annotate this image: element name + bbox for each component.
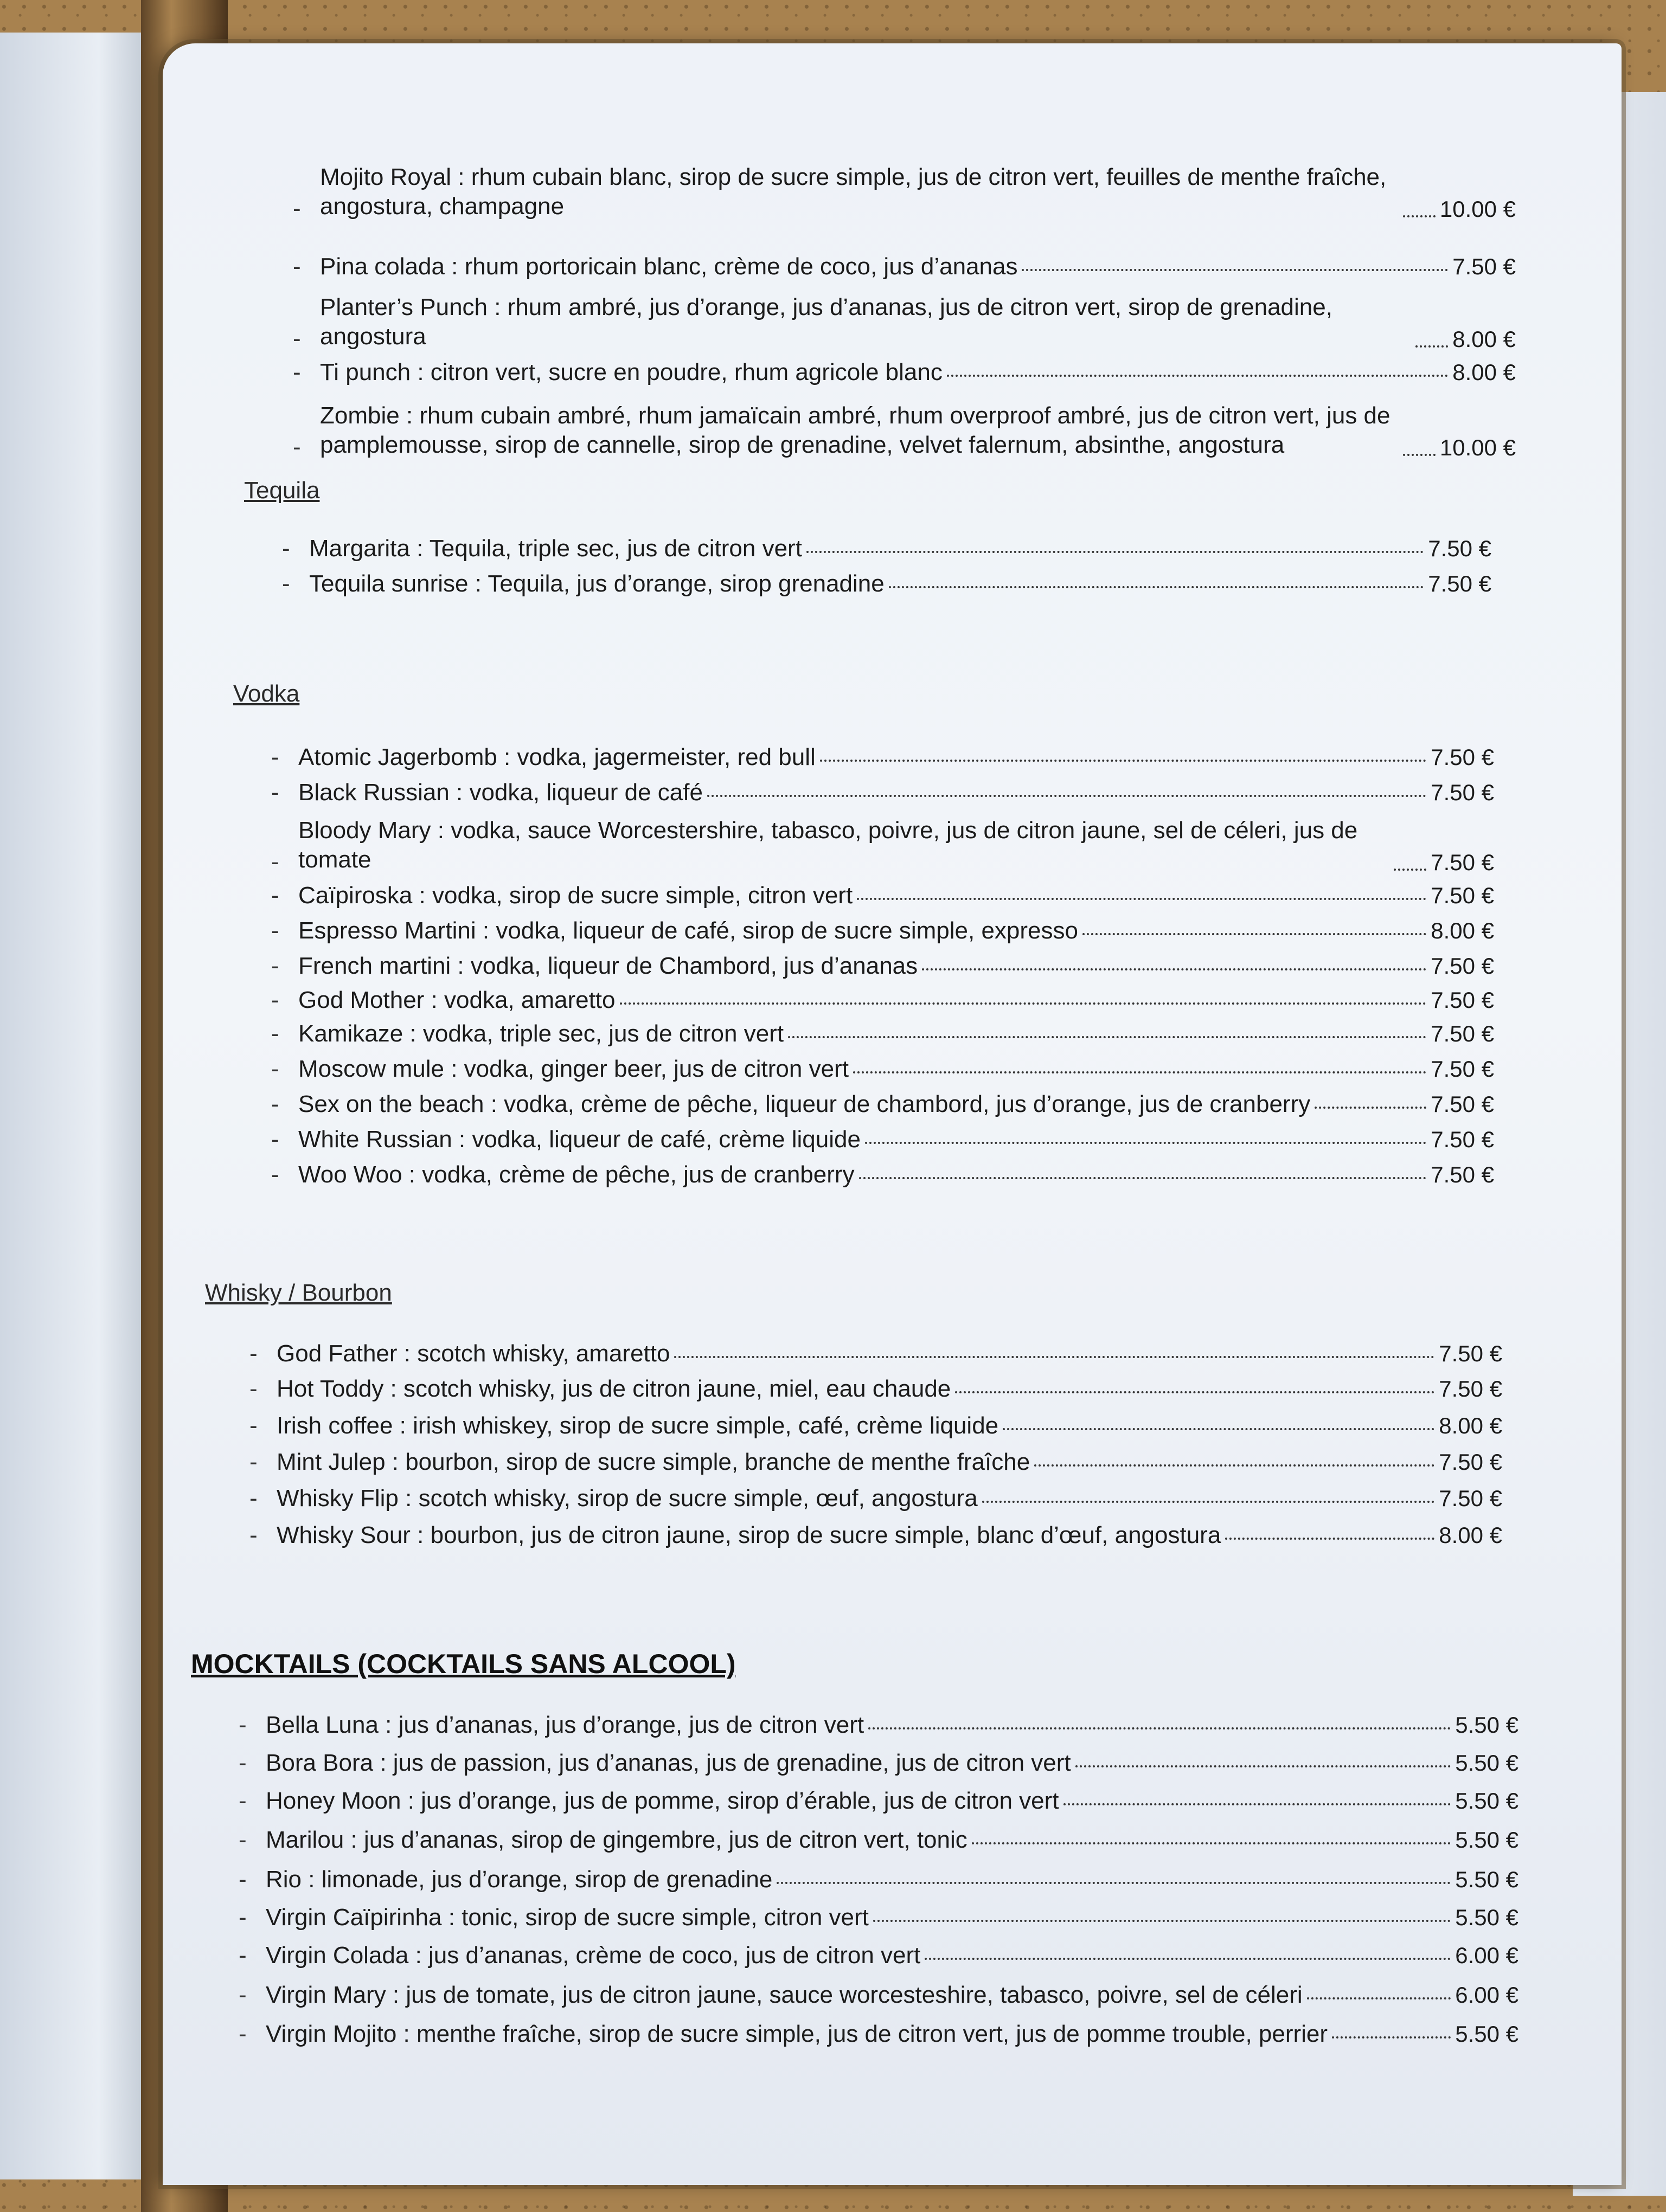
menu-item	[271, 988, 1494, 1012]
bullet-dash: -	[293, 359, 301, 385]
bullet-dash: -	[271, 1126, 279, 1153]
menu-item-price: 7.50 €	[1431, 1056, 1494, 1082]
dotted-leader	[865, 1142, 1426, 1144]
dotted-leader	[1082, 933, 1426, 935]
menu-item	[249, 1450, 1502, 1474]
menu-item-description: Irish coffee : irish whiskey, sirop de sucre simple, café, crème liquide	[277, 1412, 999, 1439]
menu-item	[271, 884, 1494, 908]
menu-item-description: Kamikaze : vodka, triple sec, jus de citron vert	[298, 1020, 784, 1047]
bullet-dash: -	[271, 744, 279, 770]
menu-item-description: Bloody Mary : vodka, sauce Worcestershire, tabasco, poivre, jus de citron jaune, sel de céleri, jus de tomate	[298, 817, 1358, 873]
dotted-leader	[922, 968, 1426, 970]
menu-item	[293, 293, 1516, 351]
menu-item-description: God Father : scotch whisky, amaretto	[277, 1340, 670, 1367]
bullet-dash: -	[239, 1904, 247, 1931]
bullet-dash: -	[271, 987, 279, 1013]
menu-item-description: Mint Julep : bourbon, sirop de sucre simple, branche de menthe fraîche	[277, 1449, 1030, 1475]
menu-item-price: 7.50 €	[1431, 883, 1494, 908]
dotted-leader	[947, 375, 1448, 377]
bullet-dash: -	[282, 535, 290, 562]
menu-item	[271, 1022, 1494, 1046]
dotted-leader	[859, 1177, 1427, 1179]
menu-item-price: 5.50 €	[1455, 1905, 1518, 1930]
menu-item-description: French martini : vodka, liqueur de Chambord, jus d’ananas	[298, 953, 918, 979]
menu-item-description: Whisky Sour : bourbon, jus de citron jaune, sirop de sucre simple, blanc d’œuf, angostura	[277, 1522, 1221, 1548]
bullet-dash: -	[271, 1091, 279, 1117]
menu-item-price: 8.00 €	[1431, 918, 1494, 943]
bullet-dash: -	[293, 325, 301, 352]
dotted-leader	[857, 898, 1426, 900]
menu-item	[293, 401, 1516, 459]
menu-item-price: 7.50 €	[1428, 571, 1491, 596]
menu-item-price: 5.50 €	[1455, 1788, 1518, 1814]
bullet-dash: -	[249, 1522, 258, 1548]
dotted-leader	[1307, 1997, 1451, 1999]
menu-item-price: 7.50 €	[1439, 1341, 1502, 1366]
menu-item-description: Black Russian : vodka, liqueur de café	[298, 779, 703, 806]
menu-item	[271, 954, 1494, 978]
dotted-leader	[674, 1356, 1434, 1358]
menu-item-description: Virgin Colada : jus d’ananas, crème de coco, jus de citron vert	[266, 1942, 921, 1969]
menu-item-price: 5.50 €	[1455, 1712, 1518, 1738]
menu-item	[249, 1414, 1502, 1438]
menu-item-price: 5.50 €	[1455, 1827, 1518, 1853]
menu-item	[271, 1163, 1494, 1187]
menu-item-description: Bora Bora : jus de passion, jus d’ananas, jus de grenadine, jus de citron vert	[266, 1750, 1071, 1776]
menu-item-price: 6.00 €	[1455, 1943, 1518, 1968]
bullet-dash: -	[271, 1020, 279, 1047]
menu-item-description: Woo Woo : vodka, crème de pêche, jus de cranberry	[298, 1161, 855, 1188]
bullet-dash: -	[239, 1827, 247, 1853]
dotted-leader	[889, 586, 1424, 588]
menu-item-price: 7.50 €	[1431, 1162, 1494, 1187]
dotted-leader	[925, 1958, 1451, 1960]
menu-item-description: Moscow mule : vodka, ginger beer, jus de citron vert	[298, 1056, 849, 1082]
menu-item-price: 7.50 €	[1431, 1091, 1494, 1117]
dotted-leader	[820, 760, 1426, 762]
dotted-leader	[982, 1501, 1435, 1503]
bullet-dash: -	[271, 917, 279, 944]
menu-item	[249, 1487, 1502, 1510]
menu-item	[271, 816, 1494, 874]
menu-item-price: 8.00 €	[1452, 359, 1516, 385]
menu-item-price: 7.50 €	[1439, 1376, 1502, 1401]
menu-item	[282, 572, 1491, 596]
bullet-dash: -	[271, 779, 279, 806]
menu-item	[271, 1128, 1494, 1152]
dotted-leader	[955, 1391, 1434, 1393]
bullet-dash: -	[249, 1412, 258, 1439]
menu-item-description: Zombie : rhum cubain ambré, rhum jamaïcain ambré, rhum overproof ambré, jus de citron vert, jus de pamplemousse, sirop de cannelle, sirop de grenadine, velvet falernum, absinthe, angostura	[320, 402, 1391, 458]
menu-item-description: White Russian : vodka, liqueur de café, crème liquide	[298, 1126, 861, 1153]
menu-item	[271, 1057, 1494, 1081]
dotted-leader	[1394, 869, 1426, 871]
menu-item	[239, 1906, 1518, 1930]
menu-item	[239, 1828, 1518, 1852]
dotted-leader	[620, 1002, 1427, 1005]
bullet-dash: -	[249, 1485, 258, 1512]
menu-item	[249, 1377, 1502, 1401]
menu-item-price: 7.50 €	[1431, 953, 1494, 979]
dotted-leader	[1403, 215, 1436, 217]
menu-item	[282, 537, 1491, 561]
dotted-leader	[1225, 1538, 1434, 1540]
bullet-dash: -	[293, 434, 301, 461]
menu-item	[249, 1523, 1502, 1547]
menu-item-price: 8.00 €	[1439, 1413, 1502, 1438]
bullet-dash: -	[271, 1161, 279, 1188]
menu-item-price: 10.00 €	[1439, 196, 1516, 222]
dotted-leader	[806, 551, 1424, 553]
menu-item-price: 8.00 €	[1452, 326, 1516, 352]
bullet-dash: -	[271, 882, 279, 909]
menu-item-description: Honey Moon : jus d’orange, jus de pomme, sirop d’érable, jus de citron vert	[266, 1787, 1059, 1814]
bullet-dash: -	[249, 1375, 258, 1402]
dotted-leader	[853, 1071, 1426, 1073]
menu-item	[239, 1944, 1518, 1967]
menu-item-price: 7.50 €	[1439, 1449, 1502, 1475]
dotted-leader	[1332, 2036, 1451, 2039]
menu-item-description: Mojito Royal : rhum cubain blanc, sirop de sucre simple, jus de citron vert, feuilles de menthe fraîche, angostura, champagne	[320, 164, 1387, 220]
menu-item-price: 7.50 €	[1431, 744, 1494, 770]
dotted-leader	[868, 1727, 1451, 1729]
dotted-leader	[707, 795, 1426, 797]
menu-item	[271, 745, 1494, 769]
dotted-leader	[1075, 1765, 1451, 1767]
dotted-leader	[788, 1036, 1426, 1038]
menu-item-price: 7.50 €	[1452, 254, 1516, 279]
menu-item-description: Whisky Flip : scotch whisky, sirop de sucre simple, œuf, angostura	[277, 1485, 978, 1512]
menu-item-description: Hot Toddy : scotch whisky, jus de citron jaune, miel, eau chaude	[277, 1375, 951, 1402]
dotted-leader	[1315, 1107, 1426, 1109]
menu-item	[239, 1713, 1518, 1737]
menu-item-description: Pina colada : rhum portoricain blanc, crème de coco, jus d’ananas	[320, 253, 1018, 280]
dotted-leader	[1003, 1428, 1434, 1430]
menu-item-description: God Mother : vodka, amaretto	[298, 987, 616, 1013]
menu-item-price: 7.50 €	[1431, 780, 1494, 805]
bullet-dash: -	[239, 1787, 247, 1814]
menu-item-description: Marilou : jus d’ananas, sirop de gingembre, jus de citron vert, tonic	[266, 1827, 967, 1853]
menu-item	[293, 163, 1516, 221]
bullet-dash: -	[293, 195, 301, 222]
bullet-dash: -	[271, 1056, 279, 1082]
section-title-whisky: Whisky / Bourbon	[205, 1279, 392, 1306]
dotted-leader	[873, 1920, 1451, 1922]
dotted-leader	[1063, 1803, 1451, 1805]
section-title-mocktails: MOCKTAILS (COCKTAILS SANS ALCOOL)	[191, 1649, 736, 1679]
menu-item-price: 5.50 €	[1455, 1750, 1518, 1776]
menu-item-price: 7.50 €	[1431, 1127, 1494, 1152]
menu-item-description: Bella Luna : jus d’ananas, jus d’orange, jus de citron vert	[266, 1712, 864, 1738]
menu-item	[249, 1342, 1502, 1366]
section-title-vodka: Vodka	[233, 680, 300, 707]
menu-item-price: 5.50 €	[1455, 1867, 1518, 1892]
dotted-leader	[1022, 269, 1448, 271]
bullet-dash: -	[249, 1449, 258, 1475]
menu-item-price: 10.00 €	[1439, 435, 1516, 461]
menu-item-description: Ti punch : citron vert, sucre en poudre, rhum agricole blanc	[320, 359, 943, 385]
menu-item-description: Atomic Jagerbomb : vodka, jagermeister, red bull	[298, 744, 816, 770]
menu-item-description: Sex on the beach : vodka, crème de pêche, liqueur de chambord, jus d’orange, jus de cranberry	[298, 1091, 1311, 1117]
menu-item	[239, 1751, 1518, 1775]
menu-item-description: Rio : limonade, jus d’orange, sirop de grenadine	[266, 1866, 773, 1893]
menu-item	[271, 781, 1494, 805]
bullet-dash: -	[239, 1942, 247, 1969]
dotted-leader	[777, 1882, 1451, 1884]
menu-item-description: Virgin Mojito : menthe fraîche, sirop de sucre simple, jus de citron vert, jus de pomme trouble, perrier	[266, 2021, 1328, 2047]
menu-item-price: 7.50 €	[1439, 1486, 1502, 1511]
menu-item-description: Virgin Caïpirinha : tonic, sirop de sucre simple, citron vert	[266, 1904, 869, 1931]
menu-item-description: Virgin Mary : jus de tomate, jus de citron jaune, sauce worcesteshire, tabasco, poivre, sel de céleri	[266, 1982, 1303, 2008]
menu-item	[239, 1983, 1518, 2007]
menu-item-description: Margarita : Tequila, triple sec, jus de citron vert	[309, 535, 802, 562]
menu-item-price: 7.50 €	[1431, 1021, 1494, 1046]
menu-item-price: 7.50 €	[1431, 987, 1494, 1013]
menu-item	[239, 1789, 1518, 1813]
menu-item-description: Tequila sunrise : Tequila, jus d’orange, sirop grenadine	[309, 570, 885, 597]
menu-item	[239, 2022, 1518, 2046]
dotted-leader	[1034, 1464, 1434, 1467]
bullet-dash: -	[239, 1712, 247, 1738]
menu-item	[239, 1868, 1518, 1892]
bullet-dash: -	[282, 570, 290, 597]
bullet-dash: -	[239, 1750, 247, 1776]
bullet-dash: -	[293, 253, 301, 280]
bullet-dash: -	[271, 953, 279, 979]
bullet-dash: -	[271, 848, 279, 876]
menu-item-description: Planter’s Punch : rhum ambré, jus d’orange, jus d’ananas, jus de citron vert, sirop de grenadine, angostura	[320, 294, 1332, 350]
bullet-dash: -	[239, 1982, 247, 2008]
menu-item-price: 8.00 €	[1439, 1522, 1502, 1548]
dotted-leader	[1415, 345, 1448, 348]
menu-item	[293, 361, 1516, 384]
menu-item-price: 6.00 €	[1455, 1982, 1518, 2008]
menu-item-description: Espresso Martini : vodka, liqueur de café, sirop de sucre simple, expresso	[298, 917, 1078, 944]
menu-item	[293, 255, 1516, 279]
bullet-dash: -	[249, 1340, 258, 1367]
dotted-leader	[1403, 454, 1436, 456]
bullet-dash: -	[239, 2021, 247, 2047]
menu-item-description: Caïpiroska : vodka, sirop de sucre simple, citron vert	[298, 882, 853, 909]
menu-item-price: 7.50 €	[1431, 850, 1494, 876]
section-title-tequila: Tequila	[244, 477, 320, 504]
bullet-dash: -	[239, 1866, 247, 1893]
menu-item-price: 7.50 €	[1428, 536, 1491, 561]
menu-item-price: 5.50 €	[1455, 2021, 1518, 2047]
menu-item	[271, 919, 1494, 943]
menu-item	[271, 1092, 1494, 1116]
dotted-leader	[972, 1842, 1451, 1844]
